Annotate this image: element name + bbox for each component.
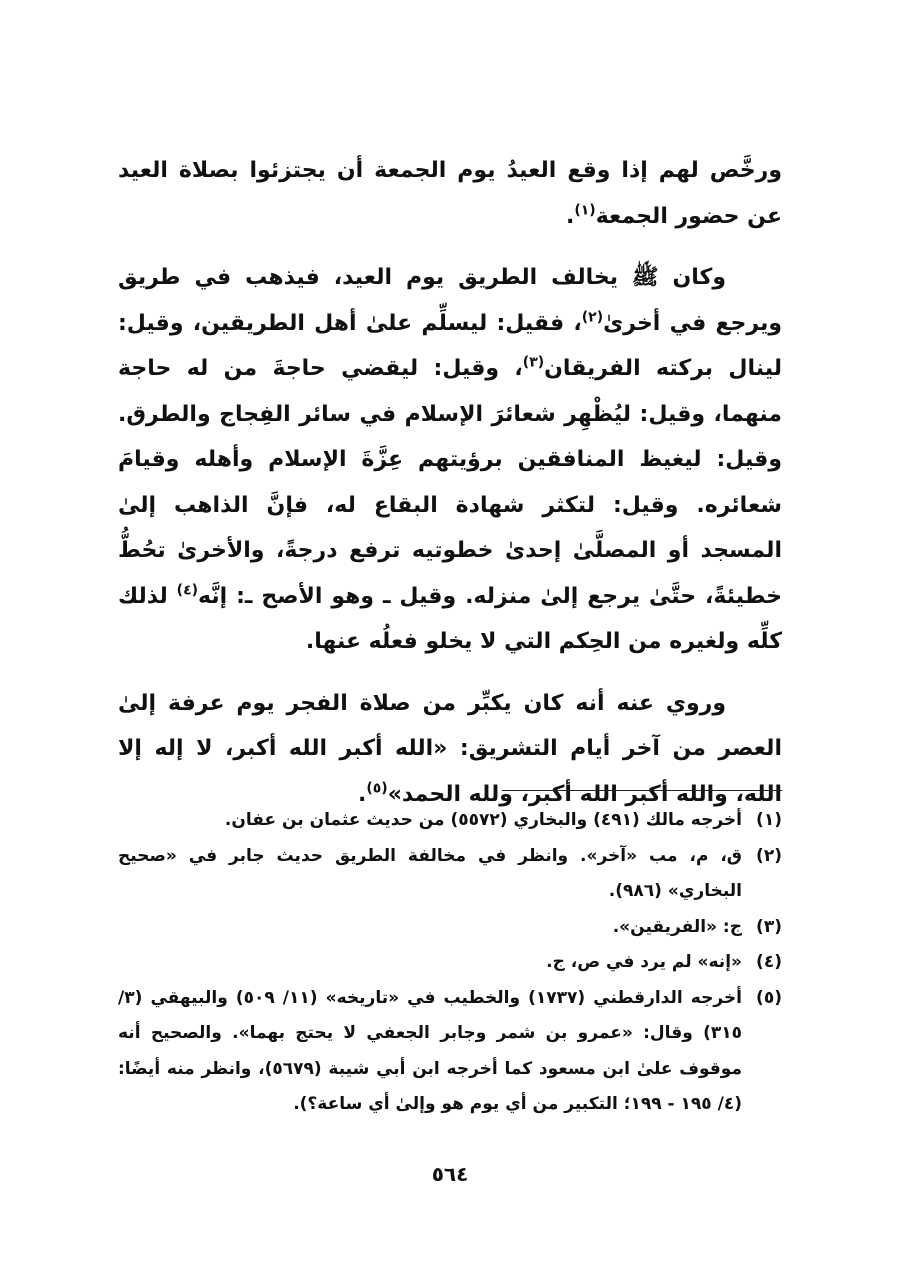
footnote-ref-3[interactable]: (٣) — [522, 354, 545, 371]
footnote-separator — [502, 790, 782, 791]
paragraph-3-text-a: وروي عنه أنه كان يكبِّر من صلاة الفجر يوم عرفة إلىٰ العصر من آخر أيام التشريق: «الله أكبر الله أكبر، لا إله إلا الله، والله أكبر الله أكبر، ولله الحمد» — [118, 690, 782, 807]
paragraph-2 — [118, 255, 782, 665]
footnote-text: «إنه» لم يرد في ص، ج. — [546, 952, 742, 972]
footnote-text: ق، م، مب «آخر». وانظر في مخالفة الطريق حديث جابر في «صحيح البخاري» (٩٨٦). — [118, 845, 742, 901]
paragraph-3-text-b: . — [357, 781, 367, 807]
footnotes — [118, 803, 782, 1123]
footnote-text: أخرجه مالك (٤٩١) والبخاري (٥٥٧٢) من حديث عثمان بن عفان. — [224, 810, 742, 830]
paragraph-1 — [118, 148, 782, 239]
footnote-number: (١) — [756, 810, 782, 830]
footnote-ref-4[interactable]: (٤) — [176, 582, 199, 599]
paragraph-2-text-a: وكان ﷺ يخالف الطريق يوم العيد، فيذهب في طريق ويرجع في أخرىٰ — [118, 265, 783, 336]
page-number: ٥٦٤ — [431, 1162, 469, 1186]
footnote-5 — [118, 981, 782, 1123]
footnote-2 — [118, 839, 782, 910]
footnote-number: (٥) — [756, 987, 782, 1008]
footnote-ref-2[interactable]: (٢) — [581, 309, 604, 326]
paragraph-2-text-d: لذلك كلِّه ولغيره من الحِكم التي لا يخلو فعلُه عنها. — [118, 583, 782, 654]
footnote-4 — [118, 945, 782, 981]
paragraph-2-text-c: ، وقيل: ليقضي حاجةَ من له حاجة منهما، وقيل: ليُظْهِر شعائرَ الإسلام في سائر الفِجاج والطرق. وقيل: ليغيظ المنافقين برؤيتهم عِزَّةَ الإسلام وأهله وقيامَ شعائره. وقيل: لتكثر شهادة البقاع له، فإنَّ الذاهب إلىٰ المسجد أو المصلَّىٰ إحدىٰ خطوتيه ترفع درجةً، والأخرىٰ تحُطُّ خطيئةً، حتَّىٰ يرجع إلىٰ منزله. وقيل ـ وهو الأصح ـ: إنَّه — [118, 356, 782, 609]
footnote-text: أخرجه الدارقطني (١٧٣٧) والخطيب في «تاريخه» (١١/ ٥٠٩) والبيهقي (٣/ ٣١٥) وقال: «عمرو بن شمر وجابر الجعفي لا يحتج بهما». والصحيح أنه موقوف علىٰ ابن مسعود كما أخرجه ابن أبي شيبة (٥٦٧٩)، وانظر منه أيضًا: (٤/ ١٩٥ - ١٩٩؛ التكبير من أي يوم هو وإلىٰ أي ساعة؟). — [118, 987, 742, 1114]
paragraph-2-text-b: ، فقيل: ليسلِّم علىٰ أهل الطريقين، وقيل: لينال بركته الفريقان — [118, 310, 783, 381]
paragraph-3 — [118, 681, 782, 818]
paragraph-1-text-a: ورخَّص لهم إذا وقع العيدُ يوم الجمعة أن يجتزئوا بصلاة العيد عن حضور الجمعة — [118, 158, 782, 229]
footnote-number: (٢) — [756, 845, 782, 866]
footnote-number: (٤) — [756, 952, 782, 972]
footnote-1 — [118, 803, 782, 839]
main-text — [118, 148, 782, 833]
footnote-3 — [118, 910, 782, 946]
footnote-text: ج: «الفريقين». — [612, 916, 742, 937]
footnote-ref-1[interactable]: (١) — [574, 202, 596, 219]
footnote-ref-5[interactable]: (٥) — [366, 780, 388, 797]
paragraph-1-text-b: . — [565, 203, 575, 229]
footnote-number: (٣) — [756, 916, 782, 937]
